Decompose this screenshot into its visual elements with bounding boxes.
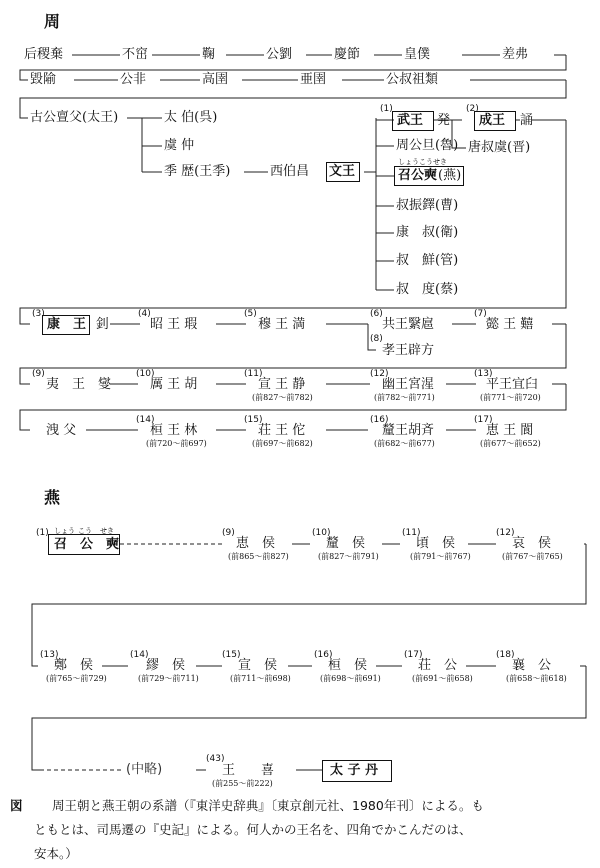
ruler-name: 宣 侯 — [238, 658, 278, 673]
reign-dates: (前711〜前698) — [230, 674, 291, 683]
generation-number: (12) — [370, 369, 389, 379]
chengwang-name: 誦 — [520, 113, 534, 128]
wuwang-name: 発 — [437, 113, 451, 128]
king-name: 共王繄扈 — [382, 317, 435, 332]
brother-name: 康 叔(衛) — [396, 225, 459, 240]
king-name: 幽王宮湦 — [382, 377, 435, 392]
ancestor-name: 鞠 — [202, 47, 216, 62]
king-name: 孝王辟方 — [382, 343, 435, 358]
generation-number: (16) — [370, 415, 389, 425]
reign-dates: (前658〜前618) — [506, 674, 567, 683]
generation-number: (1) — [36, 528, 49, 538]
king-name: 恵 王 閬 — [486, 423, 534, 438]
ancestor-name: 差弗 — [502, 47, 529, 62]
brother-name: 叔 度(蔡) — [396, 282, 459, 297]
generation-number: (43) — [206, 754, 225, 764]
ruler-name: 哀 侯 — [512, 536, 552, 551]
son-name: 季 歴(王季) — [164, 164, 231, 179]
reign-dates: (前729〜前711) — [138, 674, 199, 683]
generation-number: (15) — [222, 650, 241, 660]
brother-name: 叔 鮮(管) — [396, 253, 459, 268]
ancestor-name: 后稷棄 — [24, 47, 64, 62]
ruler-name: 王 喜 — [222, 763, 275, 778]
generation-number: (9) — [222, 528, 235, 538]
shaogong-ruby: しょうこうせき — [398, 158, 447, 166]
generation-number: (14) — [136, 415, 155, 425]
brother-name: 叔振鐸(曹) — [396, 198, 459, 213]
king-name: 昭 王 瑕 — [150, 317, 198, 332]
ancestor-name: 皇僕 — [404, 47, 431, 62]
ruler-name: 荘 公 — [418, 658, 458, 673]
generation-number: (13) — [40, 650, 59, 660]
generation-number: (12) — [496, 528, 515, 538]
ruler-name: 恵 侯 — [236, 536, 276, 551]
reign-dates: (前791〜前767) — [410, 552, 471, 561]
caption-line-1: 周王朝と燕王朝の系譜（『東洋史辞典』〔東京創元社、1980年刊〕による。も — [52, 798, 484, 813]
reign-dates: (前771〜前720) — [480, 393, 541, 402]
king-name: 穆 王 満 — [258, 317, 306, 332]
zhougong-name: 周公旦(魯) — [396, 138, 459, 153]
ruler-name: 釐 侯 — [326, 536, 366, 551]
generation-number: (11) — [402, 528, 421, 538]
king-name: 平王宜臼 — [486, 377, 539, 392]
generation-number: (2) — [466, 104, 479, 114]
king-name: 桓 王 林 — [150, 423, 198, 438]
ancestor-name: 慶節 — [334, 47, 361, 62]
ancestor-name: 公叔祖類 — [386, 72, 439, 87]
generation-number: (4) — [138, 309, 151, 319]
generation-number: (3) — [32, 309, 45, 319]
generation-number: (10) — [136, 369, 155, 379]
shaogong-state: (燕) — [438, 168, 462, 183]
shaogong-name: 召公奭 — [398, 168, 438, 183]
generation-number: (17) — [474, 415, 493, 425]
reign-dates: (前782〜前771) — [374, 393, 435, 402]
reign-dates: (前765〜前729) — [46, 674, 107, 683]
king-personal-name: 釗 — [96, 317, 110, 332]
generation-number: (6) — [370, 309, 383, 319]
generation-number: (7) — [474, 309, 487, 319]
reign-dates: (前865〜前827) — [228, 552, 289, 561]
generation-number: (14) — [130, 650, 149, 660]
taizi-name: 太 子 丹 — [330, 763, 379, 778]
king-name: 洩 父 — [46, 423, 77, 438]
generation-number: (15) — [244, 415, 263, 425]
caption-line-3: 安本。） — [34, 846, 78, 861]
caption-line-2: ともとは、司馬遷の『史記』による。何人かの王名を、四角でかこんだのは、 — [34, 822, 472, 837]
son-name: 太 伯(呉) — [164, 110, 218, 125]
king-name: 懿 王 囏 — [486, 317, 534, 332]
ancestor-name: 毀隃 — [30, 72, 57, 87]
yan-founder-name: 召 公 奭 — [54, 537, 120, 552]
ruler-name: 鄭 侯 — [54, 658, 94, 673]
ruler-name: 襄 公 — [512, 658, 552, 673]
son-name: 虞 仲 — [164, 138, 195, 153]
ruler-name: 桓 侯 — [328, 658, 368, 673]
ruler-name: 繆 侯 — [146, 658, 186, 673]
king-name: 夷 王 燮 — [46, 377, 112, 392]
generation-number: (17) — [404, 650, 423, 660]
generation-number: (11) — [244, 369, 263, 379]
reign-dates: (前677〜前652) — [480, 439, 541, 448]
section-title-yan: 燕 — [44, 488, 61, 507]
ancestor-name: 公劉 — [266, 47, 293, 62]
wuwang-title: 武王 — [397, 113, 424, 128]
ancestor-name: 高圉 — [202, 72, 229, 87]
king-name: 釐王胡斉 — [382, 423, 435, 438]
reign-dates: (前767〜前765) — [502, 552, 563, 561]
generation-number: (16) — [314, 650, 333, 660]
reign-dates: (前698〜前691) — [320, 674, 381, 683]
xibo-name: 西伯昌 — [270, 164, 310, 179]
king-name: 康 王 — [47, 317, 87, 332]
section-title-zhou: 周 — [44, 12, 61, 31]
omitted-note: (中略) — [126, 762, 163, 777]
generation-number: (8) — [370, 334, 383, 344]
reign-dates: (前697〜前682) — [252, 439, 313, 448]
generation-number: (18) — [496, 650, 515, 660]
wenwang-name: 文王 — [329, 164, 356, 179]
caption-label: 図 — [10, 798, 23, 813]
generation-number: (13) — [474, 369, 493, 379]
reign-dates: (前827〜前782) — [252, 393, 313, 402]
danfu-name: 古公亶父(太王) — [30, 110, 119, 125]
generation-number: (1) — [380, 104, 393, 114]
reign-dates: (前691〜前658) — [412, 674, 473, 683]
tangshu-name: 唐叔虞(晋) — [468, 140, 531, 155]
generation-number: (10) — [312, 528, 331, 538]
king-name: 厲 王 胡 — [150, 377, 198, 392]
king-name: 宣 王 静 — [258, 377, 306, 392]
reign-dates: (前682〜前677) — [374, 439, 435, 448]
ruler-name: 頃 侯 — [416, 536, 456, 551]
reign-dates: (前255〜前222) — [212, 779, 273, 788]
yan-founder-ruby: しょう — [54, 527, 75, 535]
reign-dates: (前827〜前791) — [318, 552, 379, 561]
king-name: 荘 王 佗 — [258, 423, 306, 438]
ancestor-name: 亜圉 — [300, 72, 327, 87]
generation-number: (9) — [32, 369, 45, 379]
ancestor-name: 公非 — [120, 72, 147, 87]
yan-founder-ruby: こう — [78, 527, 92, 535]
yan-founder-ruby: せき — [100, 527, 114, 535]
reign-dates: (前720〜前697) — [146, 439, 207, 448]
ancestor-name: 不窋 — [122, 47, 149, 62]
generation-number: (5) — [244, 309, 257, 319]
chengwang-title: 成王 — [479, 113, 506, 128]
